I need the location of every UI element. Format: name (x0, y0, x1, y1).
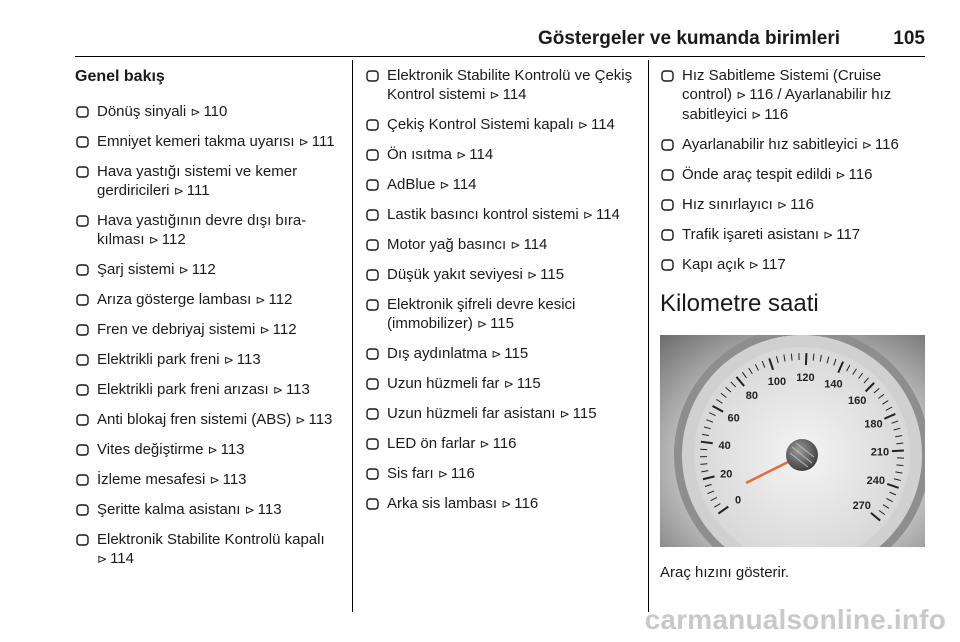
seatbelt-icon (75, 132, 97, 151)
list-item (75, 290, 340, 310)
speedometer-label: 120 (796, 372, 815, 385)
list-item-label: Uzun hüzmeli far (387, 375, 500, 392)
page-reference[interactable] (210, 471, 247, 488)
speedometer-label: 40 (718, 439, 731, 452)
glow-plug-icon (365, 145, 387, 164)
reference-page-number: 113 (308, 411, 333, 428)
reference-arrow-icon: ⊳ (489, 88, 500, 102)
door-open-icon (660, 255, 682, 274)
list-item-text (387, 115, 635, 135)
list-item-label: Elektronik şifreli devre kesici (immobilizer) (387, 296, 576, 332)
list-item-label: Hava yastığının devre dışı bıra- kılması (97, 212, 307, 248)
list-item-text (97, 320, 340, 340)
page-reference[interactable] (260, 321, 297, 338)
following-distance-icon (75, 470, 97, 489)
list-item-text (387, 464, 635, 484)
speedometer-label: 100 (767, 376, 787, 389)
reference-page-number: 116 (749, 86, 774, 103)
reference-arrow-icon: ⊳ (272, 383, 283, 397)
speedometer-label: 180 (864, 418, 883, 431)
reference-arrow-icon: ⊳ (178, 263, 189, 277)
list-item-text (682, 195, 925, 215)
reference-page-number: 113 (236, 351, 261, 368)
page-reference[interactable] (751, 106, 788, 123)
list-item-text (387, 265, 635, 285)
list-item-text (387, 295, 635, 334)
list-item (75, 500, 340, 520)
page-reference[interactable] (749, 256, 786, 273)
list-item-label: Emniyet kemeri takma uyarısı (97, 133, 295, 150)
page-reference[interactable] (245, 501, 282, 518)
list-item (660, 135, 925, 155)
page-reference[interactable] (224, 351, 261, 368)
adaptive-cruise-icon (660, 135, 682, 154)
speedometer-image (660, 335, 925, 547)
reference-arrow-icon: ⊳ (477, 317, 488, 331)
page-reference[interactable] (736, 86, 773, 103)
reference-arrow-icon: ⊳ (503, 377, 514, 391)
list-item (365, 175, 635, 195)
list-item-label: Anti blokaj fren sistemi (ABS) (97, 411, 292, 428)
list-item (365, 494, 635, 514)
page-reference[interactable] (480, 435, 517, 452)
list-item (365, 205, 635, 225)
speedometer-label: 210 (870, 446, 890, 459)
speedometer-label: 160 (847, 394, 867, 407)
list-item-text (387, 404, 635, 424)
page-reference[interactable] (295, 411, 332, 428)
speedometer-label: 80 (745, 390, 758, 403)
page-reference[interactable] (510, 236, 547, 253)
list-item-text (387, 344, 635, 364)
indicator-list (365, 66, 635, 514)
page-reference[interactable] (255, 291, 292, 308)
page-reference[interactable] (777, 196, 814, 213)
esc-off-icon (75, 530, 97, 549)
lane-keep-icon (75, 500, 97, 519)
page-reference[interactable] (527, 266, 564, 283)
list-item-text (387, 145, 635, 165)
list-item (365, 344, 635, 364)
list-item-label: Sis farı (387, 465, 434, 482)
reference-arrow-icon: ⊳ (861, 138, 872, 152)
reference-arrow-icon: ⊳ (751, 108, 762, 122)
reference-page-number: 116 (492, 435, 517, 452)
list-item-text (97, 500, 340, 520)
list-item-text (97, 440, 340, 460)
list-item-label: LED ön farlar (387, 435, 476, 452)
list-item (365, 464, 635, 484)
list-item (75, 350, 340, 370)
reference-page-number: 117 (761, 256, 786, 273)
speedometer-label: 0 (735, 494, 742, 507)
reference-page-number: 116 (514, 495, 539, 512)
list-item-label: Lastik basıncı kontrol sistemi (387, 206, 579, 223)
reference-page-number: 115 (516, 375, 541, 392)
page-header (0, 28, 925, 54)
park-brake-icon (75, 350, 97, 369)
list-item-text (682, 255, 925, 275)
list-item-text (387, 175, 635, 195)
list-item-text (682, 66, 925, 125)
page-reference[interactable] (174, 182, 210, 199)
section-title: Genel bakış (75, 68, 165, 85)
reference-page-number: 113 (222, 471, 247, 488)
list-item-label: Şarj sistemi (97, 261, 175, 278)
page-reference[interactable] (179, 261, 216, 278)
list-item-label: Ön ısıtma (387, 146, 453, 163)
list-item (365, 404, 635, 424)
list-item-text (97, 290, 340, 310)
list-item (75, 162, 340, 201)
reference-page-number: 114 (590, 116, 615, 133)
list-item (365, 115, 635, 135)
reference-page-number: 114 (469, 146, 494, 163)
airbag-icon (75, 162, 97, 181)
list-item-label: Hava yastığı sistemi ve kemer gerdiricileri (97, 163, 298, 199)
list-item (660, 195, 925, 215)
led-headlight-icon (365, 434, 387, 453)
list-item (75, 102, 340, 122)
list-item-text (387, 494, 635, 514)
page-reference[interactable] (578, 116, 615, 133)
list-item-label: Arka sis lambası (387, 495, 498, 512)
page-number: 105 (893, 28, 925, 49)
speedometer-label: 20 (720, 468, 733, 481)
oil-pressure-icon (365, 235, 387, 254)
park-brake-fault-icon (75, 380, 97, 399)
column-divider (648, 60, 649, 612)
battery-icon (75, 260, 97, 279)
reference-arrow-icon: ⊳ (559, 407, 570, 421)
list-item-label: Dış aydınlatma (387, 345, 488, 362)
list-item (75, 320, 340, 340)
list-item-label: Önde araç tespit edildi (682, 166, 832, 183)
list-item (75, 410, 340, 430)
reference-page-number: 112 (268, 291, 293, 308)
page-reference[interactable] (490, 86, 527, 103)
list-item-text (97, 211, 340, 250)
indicator-list (660, 66, 925, 275)
reference-arrow-icon: ⊳ (510, 238, 521, 252)
page-reference[interactable] (583, 206, 620, 223)
list-item (75, 260, 340, 280)
page-reference[interactable] (504, 375, 541, 392)
speedometer-heading: Kilometre saati (660, 290, 819, 317)
high-beam-icon (365, 374, 387, 393)
speedometer-tick (700, 464, 707, 465)
speedometer-label: 60 (727, 412, 740, 425)
reference-page-number: 114 (110, 550, 134, 567)
list-item-label: Vites değiştirme (97, 441, 204, 458)
page-reference[interactable] (501, 495, 538, 512)
reference-page-number: 112 (272, 321, 297, 338)
list-item-text (97, 162, 340, 201)
engine-icon (75, 290, 97, 309)
reference-arrow-icon: ⊳ (97, 552, 108, 566)
reference-page-number: 115 (540, 266, 565, 283)
rear-fog-icon (365, 494, 387, 513)
list-item-text (387, 434, 635, 454)
reference-page-number: 117 (836, 226, 861, 243)
brake-icon (75, 320, 97, 339)
tire-pressure-icon (365, 205, 387, 224)
speedometer-photo (660, 335, 925, 547)
speedometer-label: 140 (824, 378, 843, 391)
vehicle-ahead-icon (660, 165, 682, 184)
page-reference[interactable] (862, 136, 899, 153)
reference-arrow-icon: ⊳ (456, 148, 467, 162)
page-reference[interactable] (190, 103, 227, 120)
list-item-text (387, 235, 635, 255)
list-item-text (387, 374, 635, 394)
list-item (75, 440, 340, 460)
speedometer-label: 270 (852, 500, 871, 513)
reference-page-number: 116 (764, 106, 789, 123)
reference-arrow-icon: ⊳ (835, 168, 846, 182)
traction-off-icon (365, 115, 387, 134)
abs-icon (75, 410, 97, 429)
list-item-label: Elektrikli park freni arızası (97, 381, 269, 398)
reference-arrow-icon: ⊳ (501, 497, 512, 511)
list-item-label: Ayarlanabilir hız sabitleyici (682, 136, 858, 153)
list-item-text (387, 66, 635, 105)
adblue-icon (365, 175, 387, 194)
reference-arrow-icon: ⊳ (577, 118, 588, 132)
page-title: Göstergeler ve kumanda birimleri (537, 28, 840, 49)
list-item-label: Elektrikli park freni (97, 351, 220, 368)
list-item (365, 66, 635, 105)
list-item-text (97, 350, 340, 370)
list-item (365, 374, 635, 394)
list-item-label: Motor yağ basıncı (387, 236, 507, 253)
column-2 (365, 66, 635, 524)
page-reference[interactable] (477, 315, 514, 332)
page-reference[interactable] (491, 345, 528, 362)
reference-page-number: 116 (848, 166, 873, 183)
list-item-label: Trafik işareti asistanı (682, 226, 819, 243)
watermark: carmanualsonline.info (644, 604, 946, 635)
list-item-extra-label: / Ayarlanabilir hız sabitleyici (682, 86, 892, 123)
list-item-text (97, 260, 340, 280)
reference-page-number: 114 (595, 206, 620, 223)
list-item (660, 66, 925, 125)
reference-page-number: 111 (311, 133, 335, 150)
page-reference[interactable] (456, 146, 493, 163)
reference-arrow-icon: ⊳ (209, 473, 220, 487)
reference-page-number: 113 (285, 381, 310, 398)
reference-arrow-icon: ⊳ (223, 353, 234, 367)
list-item (365, 145, 635, 165)
reference-page-number: 114 (502, 86, 527, 103)
reference-page-number: 113 (257, 501, 282, 518)
immobilizer-icon (365, 295, 387, 314)
list-item (365, 434, 635, 454)
reference-arrow-icon: ⊳ (207, 443, 218, 457)
list-item-label: Fren ve debriyaj sistemi (97, 321, 256, 338)
list-item-text (682, 225, 925, 245)
column-1 (75, 62, 340, 579)
page-reference[interactable] (97, 550, 134, 567)
page-reference[interactable] (299, 133, 335, 150)
reference-arrow-icon: ⊳ (255, 293, 266, 307)
list-item-label: Hız sınırlayıcı (682, 196, 773, 213)
reference-page-number: 114 (523, 236, 548, 253)
traffic-sign-icon (660, 225, 682, 244)
reference-page-number: 112 (161, 231, 186, 248)
reference-arrow-icon: ⊳ (479, 437, 490, 451)
list-item-text (97, 102, 340, 122)
reference-page-number: 115 (490, 315, 514, 332)
reference-page-number: 115 (504, 345, 529, 362)
list-item-text (682, 135, 925, 155)
list-item-text (387, 205, 635, 225)
reference-arrow-icon: ⊳ (259, 323, 270, 337)
reference-arrow-icon: ⊳ (295, 413, 306, 427)
column-divider (352, 60, 353, 612)
list-item-text (682, 165, 925, 185)
list-item (75, 530, 340, 569)
reference-page-number: 112 (191, 261, 216, 278)
upshift-icon (75, 440, 97, 459)
page-reference[interactable] (149, 231, 186, 248)
list-item (660, 165, 925, 185)
reference-arrow-icon: ⊳ (244, 503, 255, 517)
list-item-text (97, 380, 340, 400)
reference-arrow-icon: ⊳ (491, 347, 502, 361)
column-3 (660, 66, 925, 582)
reference-arrow-icon: ⊳ (148, 233, 159, 247)
reference-arrow-icon: ⊳ (190, 105, 201, 119)
list-item-label: Şeritte kalma asistanı (97, 501, 241, 518)
reference-arrow-icon: ⊳ (439, 178, 450, 192)
cruise-control-icon (660, 66, 682, 85)
list-item-label: Elektronik Stabilite Kontrolü ve Çekiş Kontrol sistemi (387, 67, 633, 103)
reference-page-number: 114 (452, 176, 477, 193)
list-item-label: Kapı açık (682, 256, 745, 273)
esc-icon (365, 66, 387, 85)
list-item-text (97, 530, 340, 569)
list-item (365, 235, 635, 255)
list-item (660, 225, 925, 245)
list-item (75, 470, 340, 490)
speedometer-tick (892, 451, 904, 452)
speedometer-tick (806, 353, 807, 365)
list-item-label: İzleme mesafesi (97, 471, 206, 488)
page-reference[interactable] (438, 465, 475, 482)
reference-page-number: 110 (203, 103, 228, 120)
reference-arrow-icon: ⊳ (527, 268, 538, 282)
page-reference[interactable] (208, 441, 245, 458)
page-reference[interactable] (835, 166, 872, 183)
list-item-label: Düşük yakıt seviyesi (387, 266, 523, 283)
reference-page-number: 116 (874, 136, 899, 153)
reference-arrow-icon: ⊳ (777, 198, 788, 212)
airbag-off-icon (75, 211, 97, 230)
reference-arrow-icon: ⊳ (823, 228, 834, 242)
speedometer-caption: Araç hızını gösterir. (660, 564, 790, 581)
list-item (75, 132, 340, 152)
high-beam-assist-icon (365, 404, 387, 423)
list-item-label: Çekiş Kontrol Sistemi kapalı (387, 116, 574, 133)
list-item (75, 211, 340, 250)
turn-signal-icon (75, 102, 97, 121)
list-item-label: Hız Sabitleme Sistemi (Cruise control) (682, 67, 882, 103)
list-item-label: AdBlue (387, 176, 436, 193)
reference-arrow-icon: ⊳ (582, 208, 593, 222)
reference-arrow-icon: ⊳ (437, 467, 448, 481)
list-item-label: Uzun hüzmeli far asistanı (387, 405, 556, 422)
fog-light-icon (365, 464, 387, 483)
reference-page-number: 111 (186, 182, 210, 199)
list-item-text (97, 470, 340, 490)
reference-page-number: 113 (220, 441, 245, 458)
speed-limiter-icon (660, 195, 682, 214)
page-reference[interactable] (440, 176, 477, 193)
page-reference[interactable] (823, 226, 860, 243)
reference-arrow-icon: ⊳ (736, 88, 747, 102)
header-rule (75, 56, 925, 57)
reference-arrow-icon: ⊳ (173, 184, 184, 198)
fuel-icon (365, 265, 387, 284)
page-reference[interactable] (560, 405, 597, 422)
reference-arrow-icon: ⊳ (748, 258, 759, 272)
reference-page-number: 115 (572, 405, 597, 422)
list-item-text (97, 410, 340, 430)
list-item (660, 255, 925, 275)
list-item-label: Dönüş sinyali (97, 103, 187, 120)
indicator-list (75, 102, 340, 569)
list-item-label: Arıza gösterge lambası (97, 291, 252, 308)
list-item (365, 295, 635, 334)
list-item-label: Elektronik Stabilite Kontrolü kapalı (97, 531, 325, 548)
page-reference[interactable] (273, 381, 310, 398)
list-item (75, 380, 340, 400)
reference-arrow-icon: ⊳ (298, 135, 309, 149)
reference-page-number: 116 (450, 465, 475, 482)
exterior-light-icon (365, 344, 387, 363)
speedometer-label: 240 (866, 475, 886, 488)
reference-page-number: 116 (790, 196, 815, 213)
list-item-text (97, 132, 340, 152)
list-item (365, 265, 635, 285)
